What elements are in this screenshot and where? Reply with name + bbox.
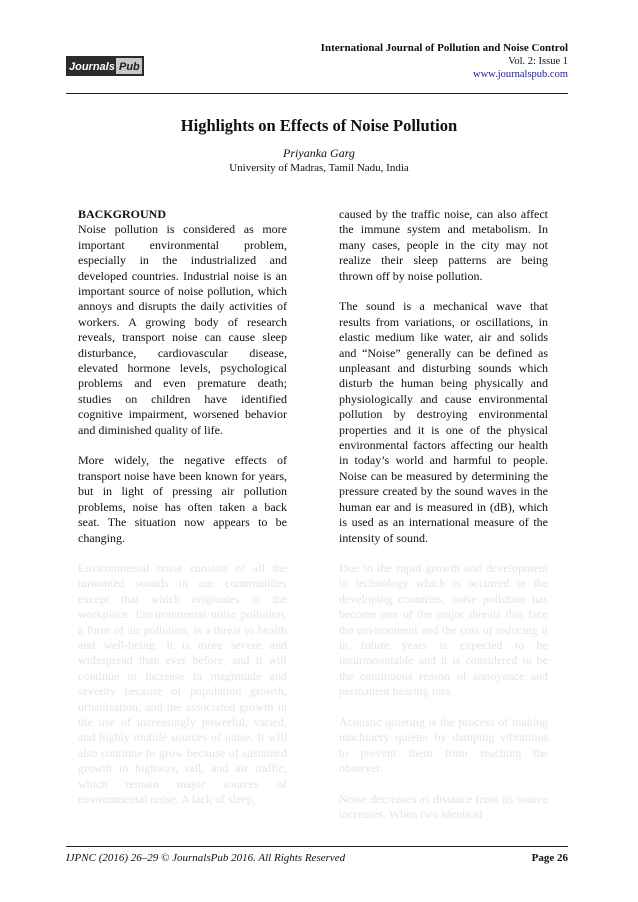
article-title: Highlights on Effects of Noise Pollution bbox=[180, 116, 458, 135]
journal-header bbox=[321, 42, 568, 81]
article-author: Priyanka Garg bbox=[283, 146, 355, 160]
faded-left-column bbox=[78, 561, 287, 808]
footer-rule bbox=[66, 846, 568, 847]
svg-text:Journals: Journals bbox=[69, 61, 115, 73]
paragraph: Noise pollution is considered as more important environmental problem, especially in the industrialized and developed countries. Industrial noise is an important source of noise pollution, which annoys and disrupts the daily activities of workers. A growing body of research reveals, transport noise can cause sleep disturbance, cardiovascular disease, elevated hormone levels, psychological problems and even premature death; studies on children have identified cognitive impairment, worsened behavior and diminished quality of life. bbox=[78, 222, 287, 437]
svg-text:Pub: Pub bbox=[119, 61, 140, 73]
faded-paragraph: Noise decreases as distance from its source increases. When two identical bbox=[339, 792, 548, 822]
paragraph: More widely, the negative effects of transport noise have been known for years, but in light of pressing air pollution problems, noise has often taken a back seat. The situation now appears to be changing. bbox=[78, 453, 287, 545]
page-number: Page 26 bbox=[531, 852, 568, 864]
journal-volume: Vol. 2: Issue 1 bbox=[508, 56, 568, 67]
left-column bbox=[78, 207, 287, 546]
journals-pub-logo bbox=[66, 56, 144, 76]
paragraph: caused by the traffic noise, can also affect the immune system and metabolism. In many cases, people in the city may not realize their sleep patterns are being thrown off by noise pollution. bbox=[339, 207, 548, 283]
faded-paragraph: Environmental noise consists of all the unwanted sounds in our communities except that which originates in the workplace. Environmental noise pollution, a form of air pollution, is a threat to health and well-being. It is more severe and widespread than ever before, and it will continue to increase in magnitude and severity because of population growth, urbanization, and the associated growth in the use of increasingly powerful, varied, and highly mobile sources of noise. It will also continue to grow because of sustained growth in highway, rail, and air traffic, which remain major sources of environmental noise. A lack of sleep, bbox=[78, 561, 287, 807]
faded-paragraph: Acoustic quieting is the process of making machinery quieter by damping vibrations to prevent them from reaching the observer. bbox=[339, 715, 548, 776]
paragraph: The sound is a mechanical wave that results from variations, or oscillations, in elastic medium like water, air and solids and “Noise” generally can be defined as unpleasant and disturbing sounds which disturb the human being physically and physiologically and cause environmental pollution by destroying environmental properties and it is one of the physical environmental factors affecting our health in today’s world and harmful to people. Noise can be measured by determining the pressure created by the sound waves in the human ear and is measured in (dB), which is used as an international measure of the intensity of sound. bbox=[339, 299, 548, 545]
footer-citation: IJPNC (2016) 26–29 © JournalsPub 2016. All Rights Reserved bbox=[66, 852, 346, 864]
faded-right-column bbox=[339, 561, 548, 823]
right-column bbox=[339, 207, 548, 546]
faded-paragraph: Due to the rapid growth and development in technology which is occurred in the developing countries, noise pollution has become one of the major threats that face the environment and the cost of reducing it in future years is expected to be insurmountable and it is considered to be the continuous reason of annoyance and permanent hearing loss. bbox=[339, 561, 548, 699]
article-affiliation: University of Madras, Tamil Nadu, India bbox=[229, 162, 409, 174]
header-rule bbox=[66, 93, 568, 94]
journal-url[interactable]: www.journalspub.com bbox=[473, 69, 568, 80]
journal-name: International Journal of Pollution and Noise Control bbox=[320, 42, 568, 54]
section-heading: BACKGROUND bbox=[78, 207, 167, 221]
